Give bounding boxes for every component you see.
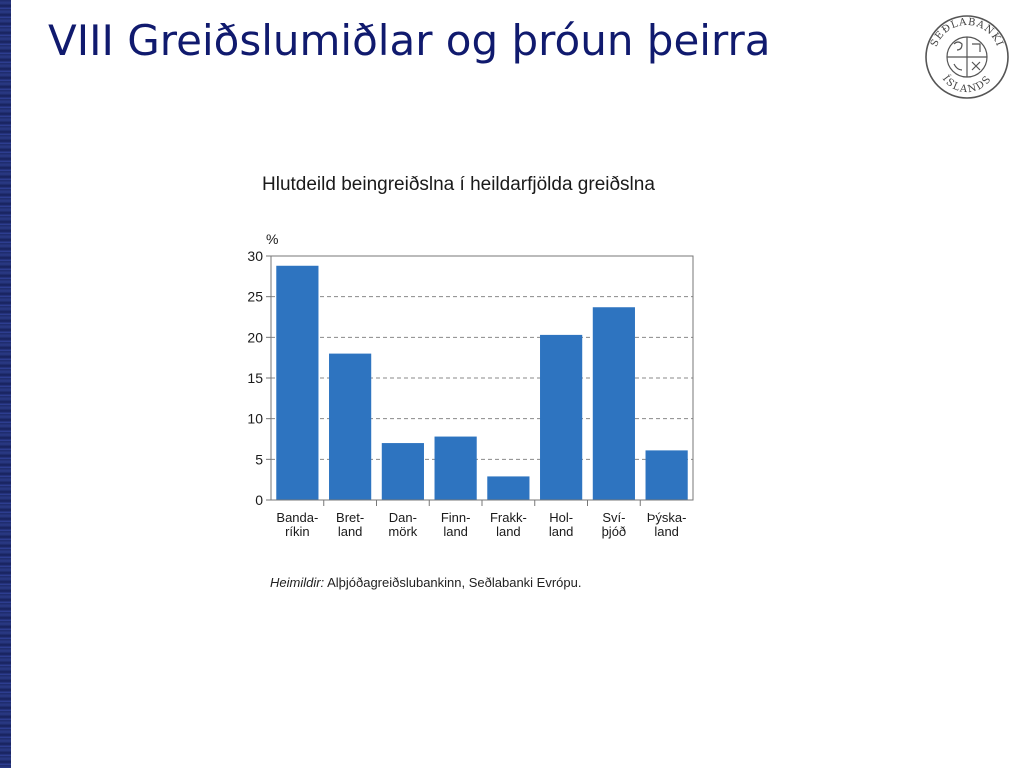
x-category-label: Banda-ríkin (276, 510, 319, 539)
x-category-label: Hol-land (548, 510, 574, 539)
bar (540, 335, 582, 500)
slide-title: VIII Greiðslumiðlar og þróun þeirra (48, 16, 771, 65)
bar (329, 354, 371, 500)
y-tick-label: 15 (247, 370, 263, 386)
bar (382, 443, 424, 500)
bar (435, 437, 477, 500)
x-category-label: Frakk-land (489, 510, 527, 539)
x-category-label: Finn-land (440, 510, 471, 539)
bar (276, 266, 318, 500)
logo-top-text: SEÐLABANKI (928, 16, 1006, 49)
chart-title: Hlutdeild beingreiðslna í heildarfjölda greiðslna (262, 174, 655, 195)
bar (593, 307, 635, 500)
y-tick-label: 5 (255, 451, 263, 468)
source-text: Alþjóðagreiðslubankinn, Seðlabanki Evrópu. (327, 575, 582, 590)
y-tick-label: 25 (247, 288, 263, 305)
source-label: Heimildir: (270, 575, 325, 590)
y-tick-label: 30 (247, 248, 263, 264)
x-category-label: Sví-þjóð (601, 510, 627, 539)
y-tick-label: 20 (247, 329, 263, 346)
source-note (270, 575, 581, 590)
bar (487, 476, 529, 500)
x-category-label: Þýska-land (646, 510, 687, 539)
x-category-label: Bret-land (336, 510, 365, 539)
y-axis-label: % (266, 231, 279, 247)
logo-bottom-text: ÍSLANDS (939, 73, 995, 96)
logo-emblem (947, 37, 987, 77)
bar (646, 450, 688, 500)
central-bank-logo (924, 14, 1010, 100)
bar-chart (240, 225, 710, 545)
left-decorative-stripe (0, 0, 11, 768)
y-tick-label: 0 (255, 492, 263, 508)
x-category-label: Dan-mörk (388, 510, 418, 539)
y-tick-label: 10 (247, 410, 263, 427)
